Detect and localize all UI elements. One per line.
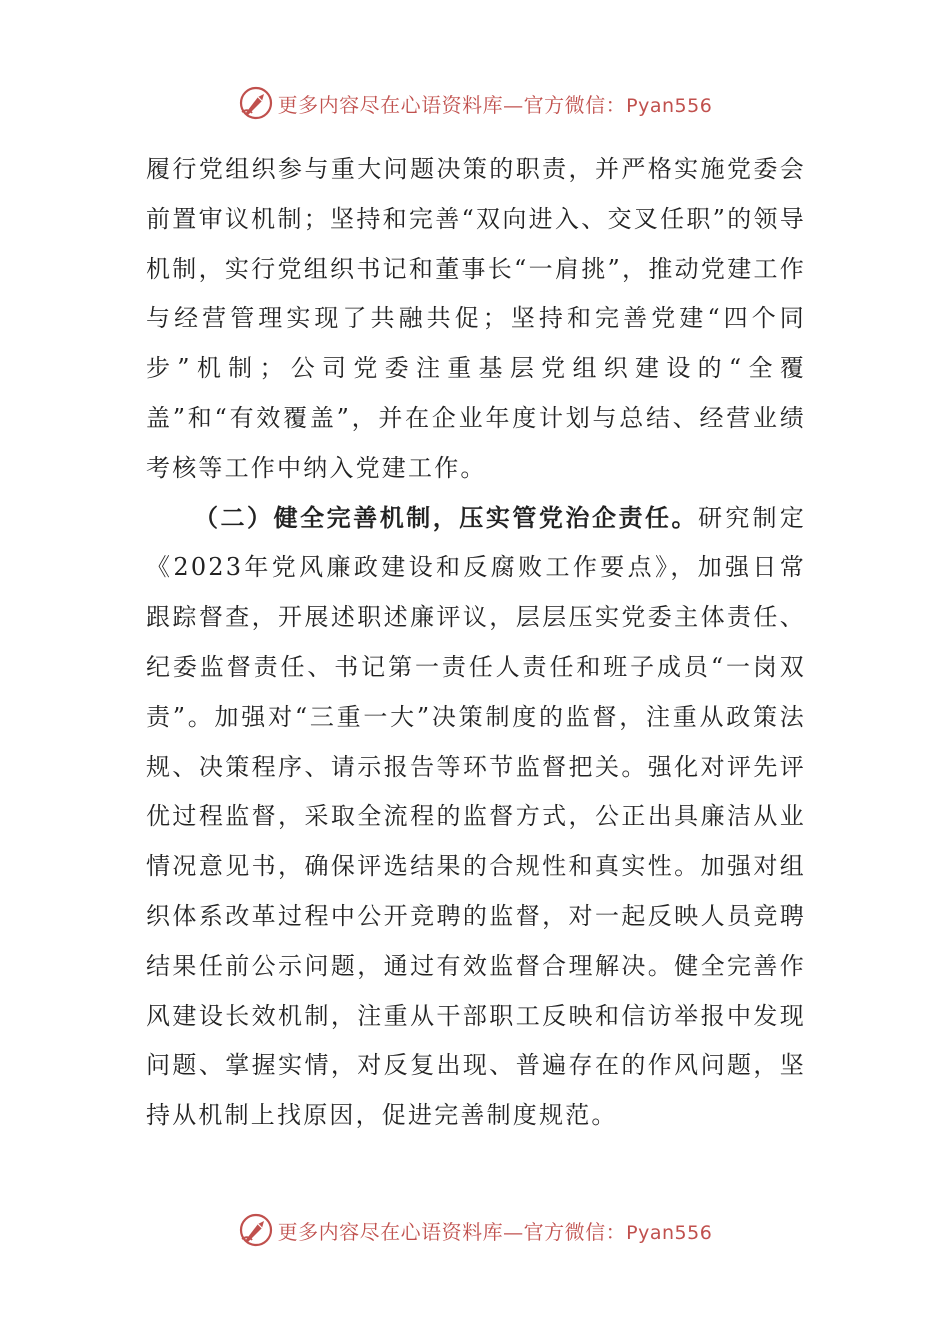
paragraph-2-text: 研究制定《2023年党风廉政建设和反腐败工作要点》，加强日常跟踪督查，开展述职述廉评议，层层压实党委主体责任、纪委监督责任、书记第一责任人责任和班子成员“一岗双责”。加强对“三重一大”决策制度的监督，注重从政策法规、决策程序、请示报告等环节监督把关。强化对评先评优过程监督，采取全流程的监督方式，公正出具廉洁从业情况意见书，确保评选结果的合规性和真实性。加强对组织体系改革过程中公开竞聘的监督，对一起反映人员竞聘结果任前公示问题，通过有效监督合理解决。健全完善作风建设长效机制，注重从干部职工反映和信访举报中发现问题、掌握实情，对反复出现、普遍存在的作风问题，坚持从机制上找原因，促进完善制度规范。: [146, 503, 806, 1130]
section-heading: （二）健全完善机制，压实管党治企责任。: [194, 503, 699, 532]
footer-banner: [0, 1210, 950, 1250]
pen-nib-logo-icon: [238, 1212, 274, 1248]
footer-banner-text: [278, 1216, 713, 1245]
body-text: [146, 145, 806, 1141]
pen-nib-logo-icon: [238, 85, 274, 121]
header-banner-label: 更多内容尽在心语资料库—官方微信：: [277, 92, 627, 117]
footer-wechat-id: Pyan556: [626, 1221, 713, 1244]
header-banner-text: [278, 89, 713, 118]
paragraph-2: [146, 494, 806, 1141]
header-wechat-id: Pyan556: [626, 94, 713, 117]
footer-banner-label: 更多内容尽在心语资料库—官方微信：: [277, 1219, 627, 1244]
paragraph-1: 履行党组织参与重大问题决策的职责，并严格实施党委会前置审议机制；坚持和完善“双向进入、交叉任职”的领导机制，实行党组织书记和董事长“一肩挑”，推动党建工作与经营管理实现了共融共促；坚持和完善党建“四个同步”机制；公司党委注重基层党组织建设的“全覆盖”和“有效覆盖”，并在企业年度计划与总结、经营业绩考核等工作中纳入党建工作。: [146, 155, 806, 482]
header-banner: [0, 83, 950, 123]
